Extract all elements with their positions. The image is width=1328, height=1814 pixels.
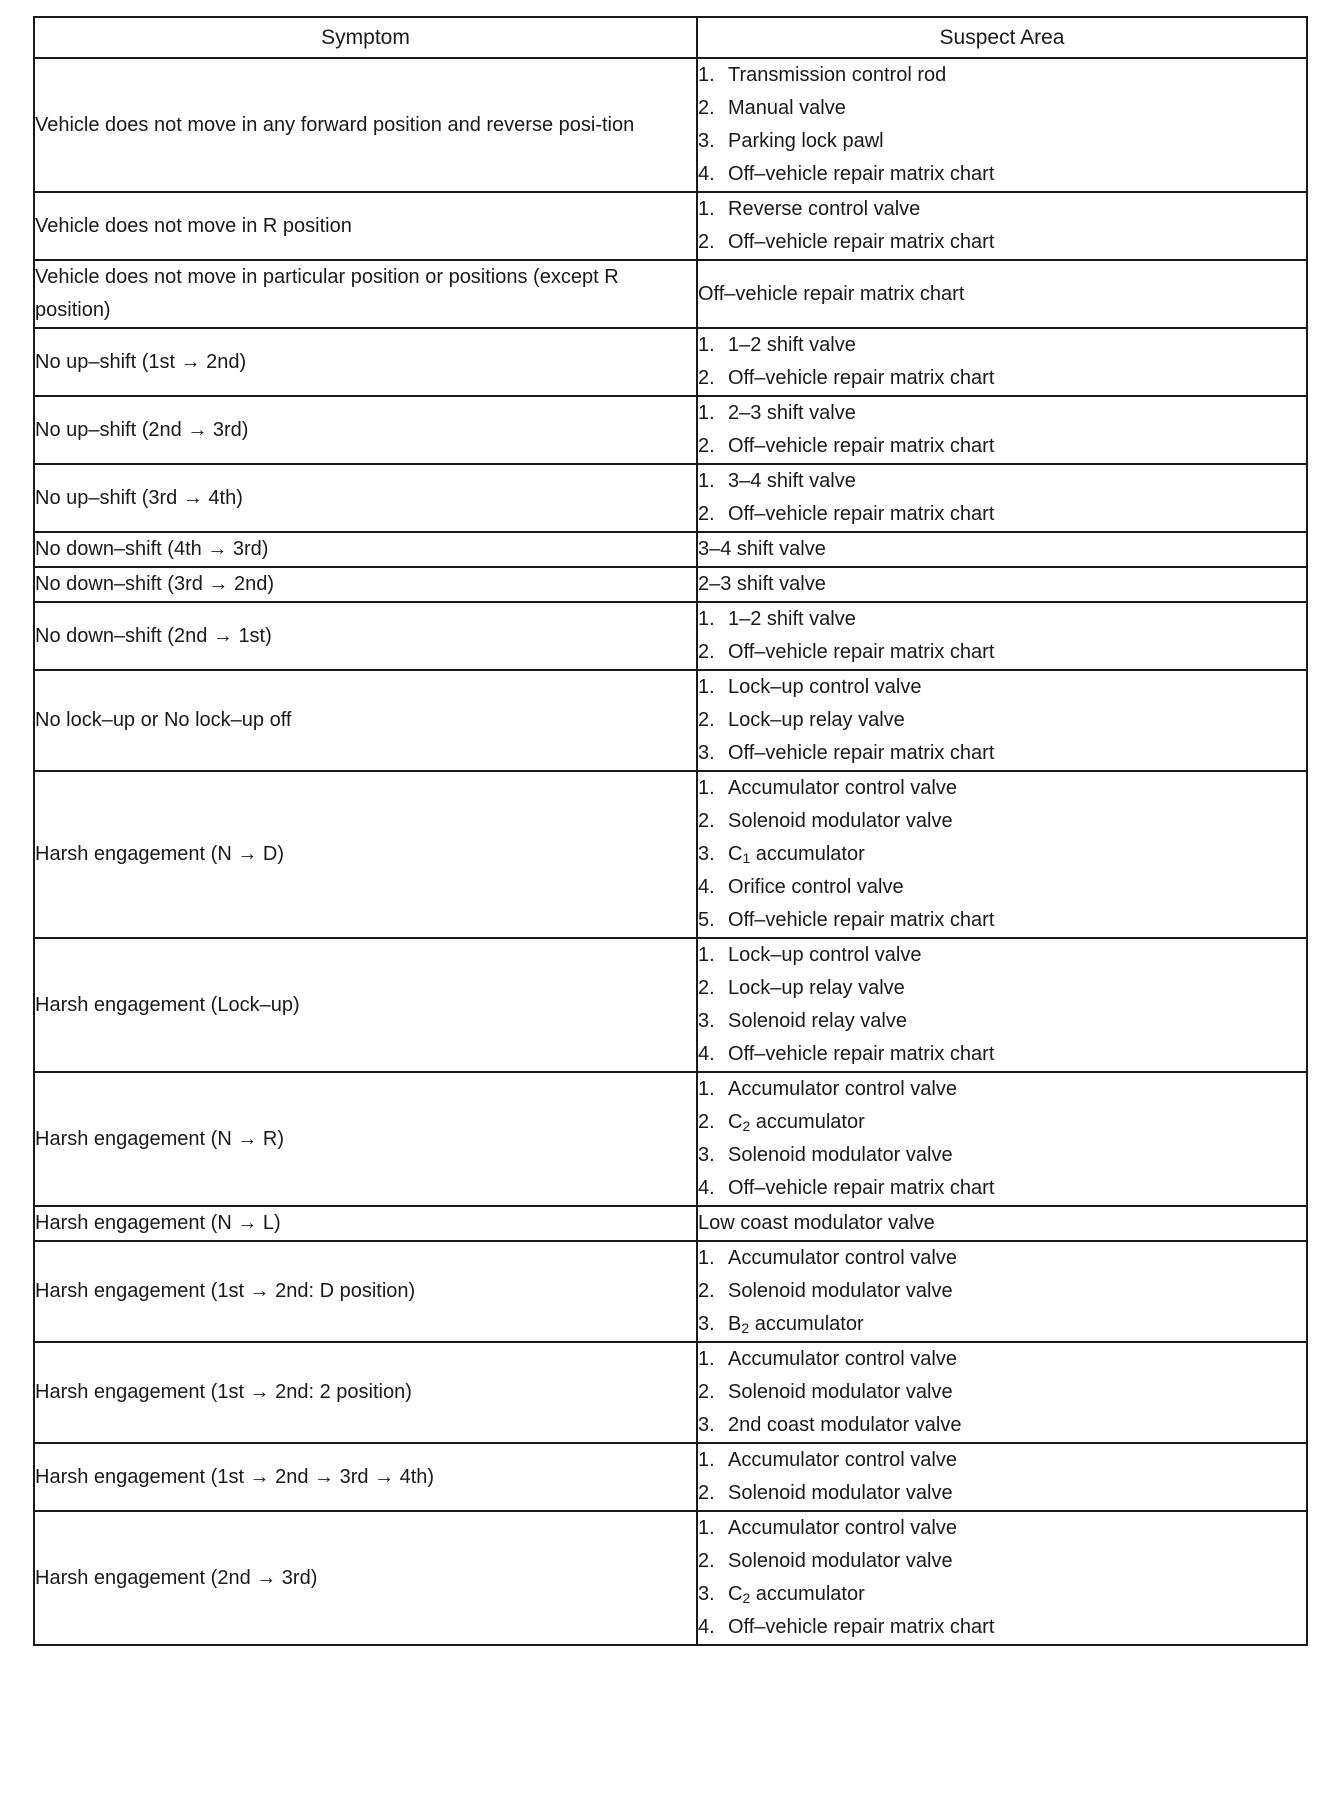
suspect-item [698, 805, 1306, 838]
suspect-area-cell [697, 670, 1307, 771]
suspect-item [698, 939, 1306, 972]
suspect-area-cell [697, 1342, 1307, 1443]
item-number: 2. [698, 97, 715, 119]
suspect-text: Solenoid modulator valve [728, 1144, 953, 1166]
symptom-cell: No down–shift (4th → 3rd) [34, 532, 697, 567]
suspect-text: Orifice control valve [728, 876, 904, 898]
table-row [34, 532, 1307, 567]
suspect-text: Off–vehicle repair matrix chart [728, 1616, 995, 1638]
table-row [34, 938, 1307, 1072]
symptom-cell: Harsh engagement (N → L) [34, 1206, 697, 1241]
suspect-text: Accumulator control valve [728, 777, 957, 799]
table-row [34, 58, 1307, 192]
symptom-cell: Vehicle does not move in R position [34, 192, 697, 260]
suspect-area-cell [697, 567, 1307, 602]
table-row [34, 328, 1307, 396]
component-letter: B [728, 1313, 742, 1335]
suspect-text: Accumulator control valve [728, 1078, 957, 1100]
symptom-cell: Harsh engagement (1st → 2nd → 3rd → 4th) [34, 1443, 697, 1511]
item-number: 1. [698, 1247, 715, 1269]
suspect-area-cell [697, 192, 1307, 260]
item-number: 4. [698, 876, 715, 898]
item-number: 5. [698, 909, 715, 931]
suspect-text: Accumulator control valve [728, 1517, 957, 1539]
item-number: 2. [698, 977, 715, 999]
symptom-cell: Vehicle does not move in particular position or positions (except R position) [34, 260, 697, 328]
item-number: 1. [698, 1348, 715, 1370]
suspect-area-cell [697, 464, 1307, 532]
suspect-text: Accumulator control valve [728, 1449, 957, 1471]
suspect-area-cell [697, 1241, 1307, 1342]
suspect-item [698, 671, 1306, 704]
symptom-table [33, 16, 1308, 1646]
item-number: 1. [698, 1449, 715, 1471]
suspect-text: 2–3 shift valve [728, 402, 856, 424]
item-number: 3. [698, 1313, 715, 1335]
suspect-text: Off–vehicle repair matrix chart [728, 163, 995, 185]
item-number: 2. [698, 1280, 715, 1302]
table-row [34, 670, 1307, 771]
troubleshooting-document [33, 16, 1306, 1646]
suspect-area-cell [697, 328, 1307, 396]
symptom-cell: Harsh engagement (N → R) [34, 1072, 697, 1206]
item-number: 2. [698, 1550, 715, 1572]
suspect-text: Lock–up relay valve [728, 709, 905, 731]
item-number: 2. [698, 1381, 715, 1403]
item-number: 4. [698, 1177, 715, 1199]
symptom-cell: No up–shift (3rd → 4th) [34, 464, 697, 532]
suspect-text: 2–3 shift valve [698, 573, 826, 595]
suspect-area-cell [697, 1206, 1307, 1241]
item-number: 3. [698, 1583, 715, 1605]
item-number: 1. [698, 777, 715, 799]
suspect-item [698, 1275, 1306, 1308]
suspect-text: accumulator [750, 1111, 865, 1133]
symptom-column-header: Symptom [34, 17, 697, 58]
suspect-text: Solenoid modulator valve [728, 1482, 953, 1504]
suspect-area-cell [697, 1511, 1307, 1645]
table-row [34, 771, 1307, 938]
item-number: 1. [698, 1517, 715, 1539]
item-number: 1. [698, 470, 715, 492]
item-number: 4. [698, 1043, 715, 1065]
suspect-item [698, 1242, 1306, 1275]
item-number: 2. [698, 231, 715, 253]
suspect-text: Off–vehicle repair matrix chart [728, 742, 995, 764]
table-body [34, 58, 1307, 1645]
suspect-item [698, 772, 1306, 805]
suspect-text: Off–vehicle repair matrix chart [728, 1177, 995, 1199]
suspect-text: Off–vehicle repair matrix chart [728, 909, 995, 931]
symptom-cell: No up–shift (2nd → 3rd) [34, 396, 697, 464]
suspect-text: Off–vehicle repair matrix chart [728, 1043, 995, 1065]
item-number: 4. [698, 163, 715, 185]
suspect-text: Solenoid modulator valve [728, 810, 953, 832]
suspect-item [698, 397, 1306, 430]
table-row [34, 1241, 1307, 1342]
item-number: 1. [698, 944, 715, 966]
symptom-cell: Harsh engagement (1st → 2nd: 2 position) [34, 1342, 697, 1443]
suspect-text: Off–vehicle repair matrix chart [698, 282, 965, 305]
suspect-item [698, 838, 1306, 871]
item-number: 2. [698, 1111, 715, 1133]
suspect-item [698, 1343, 1306, 1376]
suspect-text: Off–vehicle repair matrix chart [728, 367, 995, 389]
suspect-item [698, 125, 1306, 158]
table-row [34, 396, 1307, 464]
suspect-item [698, 1545, 1306, 1578]
suspect-area-cell [697, 58, 1307, 192]
suspect-item [698, 1073, 1306, 1106]
suspect-item [698, 193, 1306, 226]
item-number: 1. [698, 334, 715, 356]
component-letter: C [728, 1583, 743, 1605]
symptom-cell: Vehicle does not move in any forward position and reverse posi-tion [34, 58, 697, 192]
suspect-item [698, 1477, 1306, 1510]
suspect-text: Manual valve [728, 97, 846, 119]
symptom-cell: No up–shift (1st → 2nd) [34, 328, 697, 396]
suspect-area-column-header: Suspect Area [697, 17, 1307, 58]
suspect-item [698, 226, 1306, 259]
suspect-item [698, 1376, 1306, 1409]
suspect-item [698, 1038, 1306, 1071]
table-row [34, 1342, 1307, 1443]
item-number: 2. [698, 709, 715, 731]
component-subscript: 2 [742, 1118, 751, 1134]
suspect-item [698, 704, 1306, 737]
suspect-item [698, 465, 1306, 498]
suspect-text: accumulator [750, 843, 865, 865]
item-number: 2. [698, 810, 715, 832]
suspect-text: Solenoid relay valve [728, 1010, 907, 1032]
symptom-cell: No lock–up or No lock–up off [34, 670, 697, 771]
suspect-text: Off–vehicle repair matrix chart [728, 641, 995, 663]
suspect-area-cell [697, 260, 1307, 328]
suspect-text: accumulator [750, 1583, 865, 1605]
item-number: 3. [698, 1010, 715, 1032]
suspect-text: Reverse control valve [728, 198, 921, 220]
header-row [34, 17, 1307, 58]
suspect-item [698, 904, 1306, 937]
suspect-text: Off–vehicle repair matrix chart [728, 503, 995, 525]
table-row [34, 1072, 1307, 1206]
suspect-text: Solenoid modulator valve [728, 1280, 953, 1302]
symptom-cell: No down–shift (3rd → 2nd) [34, 567, 697, 602]
suspect-item [698, 498, 1306, 531]
table-row [34, 602, 1307, 670]
item-number: 2. [698, 641, 715, 663]
item-number: 1. [698, 1078, 715, 1100]
suspect-area-cell [697, 602, 1307, 670]
suspect-text: Lock–up relay valve [728, 977, 905, 999]
table-row [34, 1511, 1307, 1645]
component-letter: C [728, 1111, 743, 1133]
suspect-text: 3–4 shift valve [698, 538, 826, 560]
symptom-cell: No down–shift (2nd → 1st) [34, 602, 697, 670]
suspect-text: Lock–up control valve [728, 944, 922, 966]
suspect-item [698, 972, 1306, 1005]
suspect-item [698, 362, 1306, 395]
symptom-cell: Harsh engagement (Lock–up) [34, 938, 697, 1072]
suspect-text: Low coast modulator valve [698, 1212, 935, 1234]
item-number: 2. [698, 367, 715, 389]
item-number: 3. [698, 130, 715, 152]
item-number: 1. [698, 608, 715, 630]
suspect-area-cell [697, 532, 1307, 567]
suspect-item [698, 1106, 1306, 1139]
suspect-text: 1–2 shift valve [728, 334, 856, 356]
suspect-text: 3–4 shift valve [728, 470, 856, 492]
suspect-item [698, 1207, 1306, 1240]
suspect-item [698, 1578, 1306, 1611]
suspect-item [698, 1444, 1306, 1477]
symptom-cell: Harsh engagement (1st → 2nd: D position) [34, 1241, 697, 1342]
suspect-item [698, 636, 1306, 669]
component-subscript: 1 [742, 850, 751, 866]
suspect-item [698, 1512, 1306, 1545]
item-number: 3. [698, 1414, 715, 1436]
suspect-item [698, 92, 1306, 125]
suspect-text: Solenoid modulator valve [728, 1381, 953, 1403]
suspect-item [698, 1409, 1306, 1442]
suspect-item [698, 59, 1306, 92]
suspect-item [698, 737, 1306, 770]
item-number: 3. [698, 742, 715, 764]
component-subscript: 2 [742, 1590, 751, 1606]
suspect-text: 1–2 shift valve [728, 608, 856, 630]
suspect-text: accumulator [749, 1313, 864, 1335]
suspect-text: Accumulator control valve [728, 1348, 957, 1370]
suspect-text: 2nd coast modulator valve [728, 1414, 962, 1436]
suspect-item [698, 603, 1306, 636]
suspect-item [698, 1308, 1306, 1341]
suspect-area-cell [697, 396, 1307, 464]
suspect-text: Solenoid modulator valve [728, 1550, 953, 1572]
suspect-item [698, 568, 1306, 601]
suspect-item [698, 278, 1306, 311]
symptom-cell: Harsh engagement (2nd → 3rd) [34, 1511, 697, 1645]
suspect-item [698, 329, 1306, 362]
suspect-item [698, 1005, 1306, 1038]
suspect-item [698, 533, 1306, 566]
suspect-item [698, 1139, 1306, 1172]
item-number: 2. [698, 435, 715, 457]
table-row [34, 260, 1307, 328]
suspect-text: Accumulator control valve [728, 1247, 957, 1269]
table-row [34, 192, 1307, 260]
suspect-text: Parking lock pawl [728, 130, 884, 152]
suspect-item [698, 871, 1306, 904]
item-number: 1. [698, 676, 715, 698]
suspect-text: Off–vehicle repair matrix chart [728, 435, 995, 457]
suspect-item [698, 158, 1306, 191]
component-letter: C [728, 843, 743, 865]
suspect-area-cell [697, 938, 1307, 1072]
item-number: 2. [698, 1482, 715, 1504]
item-number: 4. [698, 1616, 715, 1638]
suspect-area-cell [697, 1443, 1307, 1511]
item-number: 3. [698, 843, 715, 865]
suspect-item [698, 1172, 1306, 1205]
table-row [34, 1206, 1307, 1241]
suspect-text: Transmission control rod [728, 64, 947, 86]
suspect-area-cell [697, 1072, 1307, 1206]
table-row [34, 567, 1307, 602]
item-number: 3. [698, 1144, 715, 1166]
suspect-area-cell [697, 771, 1307, 938]
suspect-text: Lock–up control valve [728, 676, 922, 698]
suspect-text: Off–vehicle repair matrix chart [728, 231, 995, 253]
component-subscript: 2 [741, 1320, 750, 1336]
suspect-item [698, 1611, 1306, 1644]
symptom-cell: Harsh engagement (N → D) [34, 771, 697, 938]
item-number: 2. [698, 503, 715, 525]
item-number: 1. [698, 64, 715, 86]
table-row [34, 464, 1307, 532]
item-number: 1. [698, 402, 715, 424]
suspect-item [698, 430, 1306, 463]
table-row [34, 1443, 1307, 1511]
item-number: 1. [698, 198, 715, 220]
